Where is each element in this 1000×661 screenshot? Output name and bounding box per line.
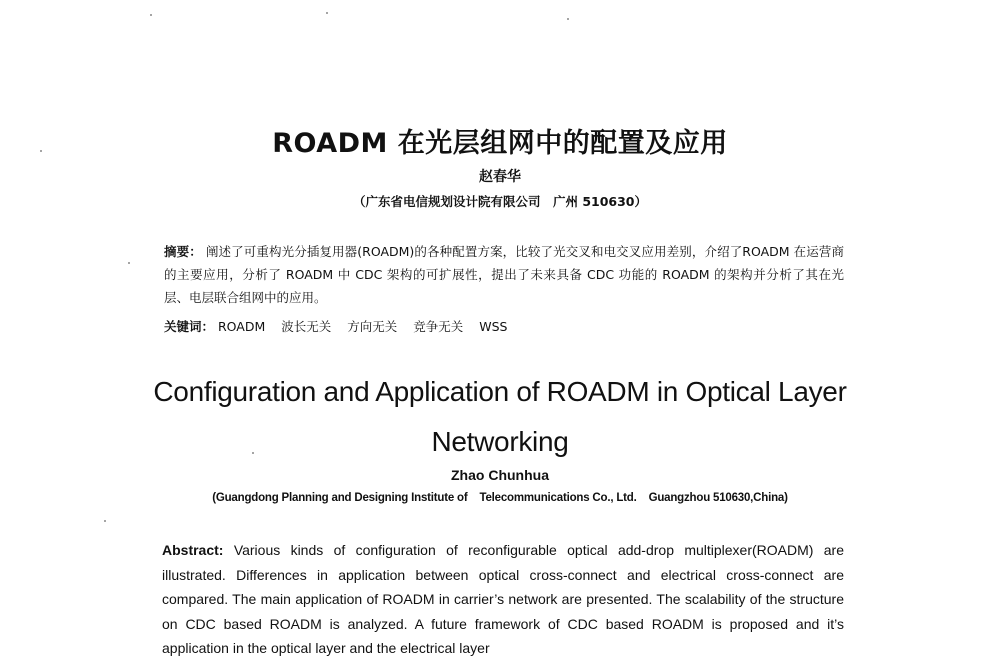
keyword: ROADM — [218, 319, 266, 334]
chinese-abstract-text: 阐述了可重构光分插复用器(ROADM)的各种配置方案，比较了光交叉和电交叉应用差别，介绍了ROADM 在运营商的主要应用，分析了 ROADM 中 CDC 架构的可扩展性，提出了未来具备 CDC 功能的 ROADM 的架构并分析了其在光层、电层联合组网中的应用。 — [164, 244, 844, 305]
chinese-abstract-label: 摘要： — [164, 244, 202, 259]
chinese-title: ROADM 在光层组网中的配置及应用 — [272, 128, 728, 159]
chinese-affiliation: （广东省电信规划设计院有限公司 广州 510630） — [352, 194, 648, 209]
english-abstract-label: Abstract: — [162, 542, 224, 558]
scan-speck — [128, 262, 130, 264]
scan-speck — [567, 18, 569, 20]
keyword: 竞争无关 — [413, 319, 464, 334]
keyword: WSS — [479, 319, 508, 334]
english-title: Configuration and Application of ROADM in Optical Layer Networking — [153, 376, 847, 457]
chinese-keywords-label: 关键词： — [164, 319, 215, 334]
chinese-author: 赵春华 — [479, 169, 521, 185]
english-affiliation: (Guangdong Planning and Designing Institute of Telecommunications Co., Ltd. Guangzhou 510630,China) — [212, 492, 788, 504]
chinese-abstract — [164, 240, 844, 309]
english-abstract-text: Various kinds of configuration of reconfigurable optical add-drop multiplexer(ROADM) are illustrated. Differences in application between optical cross-connect and electrical cross-connect are compared. The main application of ROADM in carrier’s network are presented. The scalability of the structure on CDC based ROADM is analyzed. A future framework of CDC based ROADM is proposed and it’s application in the optical layer and the electrical layer — [162, 542, 845, 656]
keyword: 方向无关 — [347, 319, 398, 334]
scan-speck — [104, 520, 106, 522]
keyword: 波长无关 — [281, 319, 332, 334]
english-author: Zhao Chunhua — [451, 467, 549, 483]
scan-speck — [252, 452, 254, 454]
chinese-keywords — [164, 317, 844, 335]
scan-speck — [326, 12, 328, 14]
scan-speck — [150, 14, 152, 16]
english-abstract — [162, 538, 844, 661]
scan-speck — [40, 150, 42, 152]
